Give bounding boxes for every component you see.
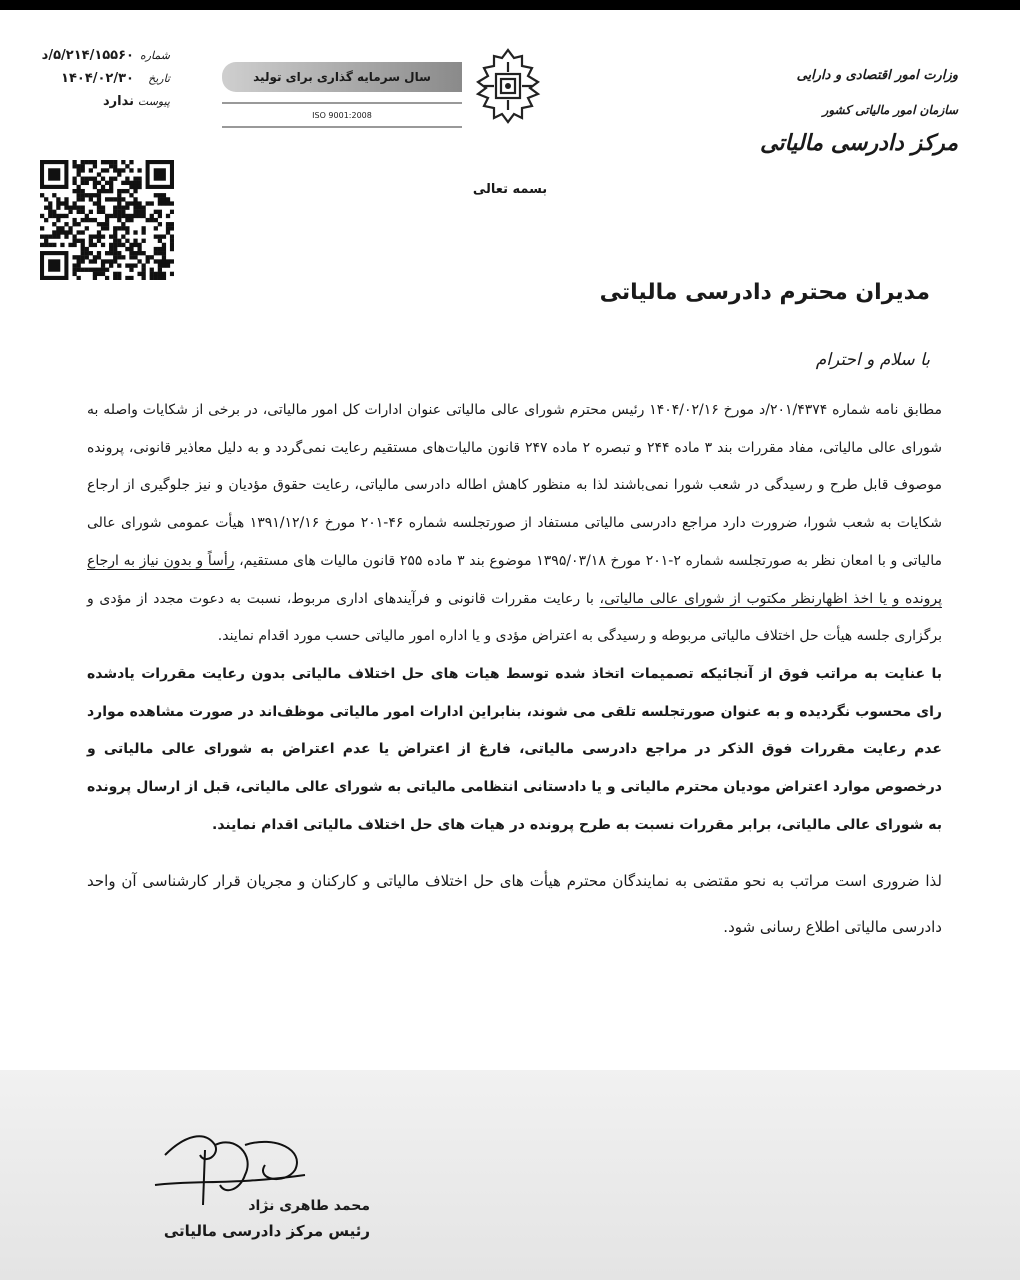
- paragraph-2: با عنایت به مراتب فوق از آنجائیکه تصمیمات اتخاذ شده توسط هیات های حل اختلاف مالیاتی بدون رعایت مقررات یادشده رای محسوب نگردیده و به عنوان صورتجلسه تلقی می شوند، بنابراین ادارات امور مالیاتی موظف‌اند در صورت مشاهده موارد عدم رعایت مقررات فوق الذکر در مراجع دادرسی مالیاتی، فارغ از اعتراض یا عدم اعتراض به شورای عالی مالیاتی و درخصوص موارد اعتراض مودیان محترم مالیاتی و یا دادستانی انتظامی مالیاتی به شورای عالی مالیاتی، قبل از ارسال پرونده به شورای عالی مالیاتی، برابر مقررات نسبت به طرح پرونده در هیات های حل اختلاف مالیاتی اقدام نمایند.: [87, 665, 942, 833]
- letter-date: ۱۴۰۴/۰۲/۳۰: [61, 71, 134, 86]
- meta-date-row: [30, 71, 170, 86]
- signature-block: [140, 1198, 370, 1240]
- emblem-icon: [470, 48, 546, 124]
- meta-attachment-row: [30, 94, 170, 109]
- attachment-label: پیوست: [137, 95, 170, 108]
- slogan-banner: [222, 62, 462, 132]
- meta-number-row: [30, 48, 170, 63]
- paragraph-1-end: با رعایت مقررات قانونی و فرآیندهای اداری مربوط، نسبت به دعوت مجدد از مؤدی و برگزاری جلسه هیأت حل اختلاف مالیاتی مربوطه و رسیدگی به اعتراض مؤدی و یا اداره امور مالیاتی حسب مورد اقدام نمایند.: [87, 590, 942, 645]
- iso-label: ISO 9001:2008: [222, 102, 462, 128]
- organization-name: سازمان امور مالیاتی کشور: [822, 103, 958, 117]
- paragraph-3: لذا ضروری است مراتب به نحو مقتضی به نمایندگان محترم هیأت های حل اختلاف مالیاتی و کارکنان و مجریان قرار کارشناسی آن واحد دادرسی مالیاتی اطلاع رسانی شود.: [87, 872, 942, 937]
- signer-title: رئیس مرکز دادرسی مالیاتی: [163, 1222, 370, 1240]
- paragraph-1-underlined: رأساً و بدون نیاز به ارجاع پرونده و یا اخذ اظهارنظر مکتوب از شورای عالی مالیاتی،: [87, 552, 942, 607]
- qr-code-icon: [40, 160, 174, 280]
- slogan-text: سال سرمایه گذاری برای تولید: [222, 62, 462, 92]
- top-black-bar: [0, 0, 1020, 10]
- recipient-title: مدیران محترم دادرسی مالیاتی: [599, 280, 930, 305]
- letter-page: [0, 10, 1020, 1280]
- ministry-name: وزارت امور اقتصادی و دارایی: [796, 68, 958, 83]
- letter-body: [87, 392, 942, 950]
- number-label: شماره: [139, 49, 170, 62]
- letter-number: ۵/۲۱۴/۱۵۵۶۰/د: [41, 48, 134, 63]
- date-label: تاریخ: [148, 72, 170, 85]
- salutation: با سلام و احترام: [815, 350, 930, 370]
- center-name: مرکز دادرسی مالیاتی: [760, 131, 958, 156]
- ministry-header: [728, 68, 958, 156]
- attachment-value: ندارد: [102, 94, 134, 109]
- letter-meta: [30, 48, 170, 117]
- signer-name: محمد طاهری نژاد: [248, 1198, 370, 1214]
- bismillah: بسمه تعالی: [472, 182, 548, 197]
- paragraph-1-start: مطابق نامه شماره ۲۰۱/۴۳۷۴/د مورخ ۱۴۰۴/۰۲/۱۶ رئیس محترم شورای عالی مالیاتی عنوان ادارات کل امور مالیاتی، در برخی از شکایات واصله به شورای عالی مالیاتی، مفاد مقررات بند ۳ ماده ۲۴۴ و تبصره ۲ ماده ۲۴۷ قانون مالیات‌های مستقیم رعایت نمی‌گردد و به دلیل معاذیر قانونی، پرونده موصوف قابل طرح و رسیدگی در شعب شورا نمی‌باشند لذا به منظور کاهش اطاله دادرسی مالیاتی، رعایت حقوق مؤدیان و نیز جلوگیری از ارجاع شکایات به شعب شورا، ضرورت دارد مراجع دادرسی مالیاتی مستفاد از صورتجلسه شماره ۴۶-۲۰۱ مورخ ۱۳۹۱/۱۲/۱۶ هیأت عمومی شورای عالی مالیاتی و با امعان نظر به صورتجلسه شماره ۲-۲۰۱ مورخ ۱۳۹۵/۰۳/۱۸ موضوع بند ۳ ماده ۲۵۵ قانون مالیات های مستقیم،: [87, 402, 943, 569]
- paragraph-1: [87, 392, 942, 656]
